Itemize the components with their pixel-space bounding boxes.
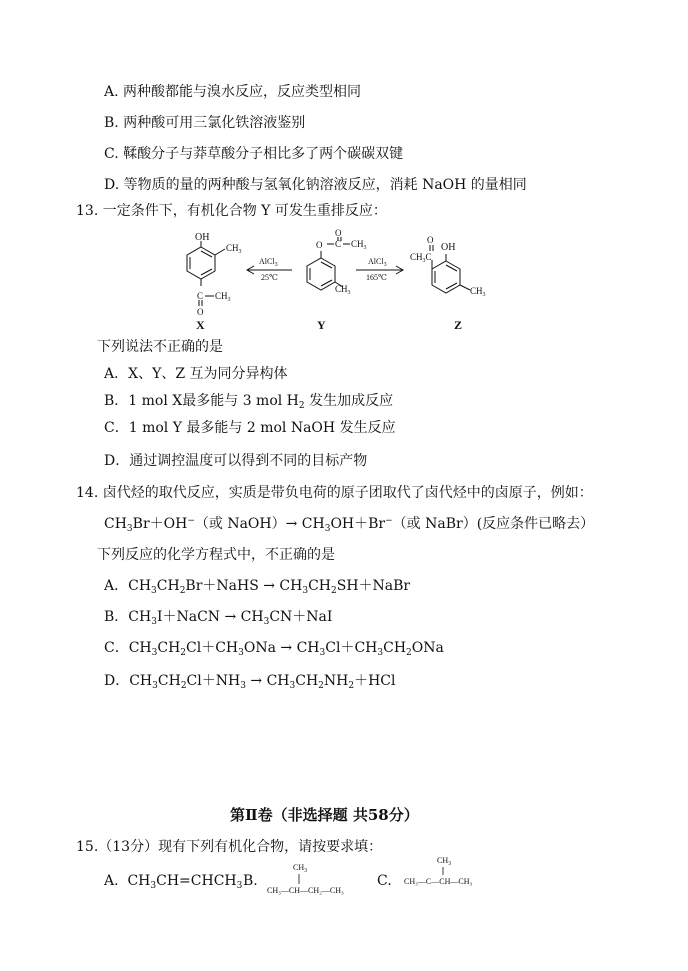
q12-option-b: B. 两种酸可用三氯化铁溶液鉴别: [104, 115, 306, 131]
c-branch-methyl: $CH_3$: [437, 856, 452, 867]
b-branch-methyl: $CH_3$: [293, 863, 308, 874]
section-title: 第Ⅱ卷（非选择题 共58分）: [230, 806, 419, 824]
q15-stem: 15.（13分）现有下列有机化合物，请按要求填：: [76, 839, 383, 855]
x-name: X: [196, 318, 205, 332]
q15-option-a: A. $CH_3CH=CHCH_3$: [104, 873, 243, 891]
x-carbon-label: C: [197, 291, 204, 301]
q14-option-d: D．$CH_3CH_2Cl+NH_3 \to CH_3CH_2NH_2+HCl$: [104, 673, 396, 691]
benzene-ring-z: [432, 261, 460, 293]
y-ring-methyl-label: $CH_3$: [335, 284, 351, 296]
rearrangement-diagram: [0, 228, 688, 338]
q13-option-d: D．通过调控温度可以得到不同的目标产物: [104, 453, 368, 469]
benzene-ring-y: [307, 258, 335, 290]
z-oh-label: OH: [441, 242, 456, 253]
z-carbonyl-o-label: O: [427, 235, 434, 245]
q14-option-c: C．$CH_3CH_2Cl+CH_3ONa \to CH_3Cl+CH_3CH_2ONa$: [104, 640, 444, 658]
q15-option-b-structure: [266, 862, 366, 898]
x-ring-methyl-label: $CH_3$: [226, 243, 242, 255]
q13-option-a: A．X、Y、Z 互为同分异构体: [104, 366, 288, 382]
q14-option-b: B．$CH_3I+NaCN \to CH_3CN+NaI$: [104, 609, 333, 627]
z-acetyl-label: $CH_3C$: [410, 252, 432, 264]
arrow-right-temp: 165℃: [366, 273, 387, 282]
x-oh-label: OH: [195, 232, 210, 243]
q13-prompt: 下列说法不正确的是: [97, 339, 223, 355]
c-main-chain: CH₃—C—CH—CH₃: [404, 877, 473, 886]
z-name: Z: [454, 318, 463, 332]
molecule-y: [307, 237, 350, 290]
q15-option-c-structure: [402, 852, 522, 892]
arrow-right-reagent: AlCl$_3$: [368, 257, 387, 268]
y-carbonyl-o-label: O: [335, 228, 342, 238]
y-methyl-label: $CH_3$: [351, 239, 367, 251]
arrow-left-temp: 25℃: [261, 273, 278, 282]
q12-option-a: A. 两种酸都能与溴水反应，反应类型相同: [104, 84, 362, 100]
q14-stem: 14. 卤代烃的取代反应，实质是带负电荷的原子团取代了卤代烃中的卤原子，例如：: [76, 485, 593, 501]
benzene-ring-x: [187, 247, 215, 279]
z-ring-methyl-label: $CH_3$: [470, 286, 486, 298]
q12-option-d: D. 等物质的量的两种酸与氢氧化钠溶液反应，消耗 NaOH 的量相同: [104, 177, 527, 193]
q13-stem: 13. 一定条件下，有机化合物 Y 可发生重排反应：: [76, 203, 387, 219]
q13-option-b: B．1 mol X最多能与 3 mol $H_2$ 发生加成反应: [104, 393, 394, 411]
y-name: Y: [317, 318, 326, 332]
b-main-chain: CH₃—CH—CH₂—CH₃: [267, 886, 344, 895]
arrow-left-reagent: AlCl$_3$: [259, 257, 278, 268]
q13-option-c: C．1 mol Y 最多能与 2 mol NaOH 发生反应: [104, 420, 396, 436]
q12-option-c: C. 鞣酸分子与莽草酸分子相比多了两个碳碳双键: [104, 146, 404, 162]
q14-example: $CH_3Br+OH^-$（或 NaOH）→ $CH_3OH+Br^-$（或 NaBr）(反应条件已略去）: [104, 516, 595, 534]
q14-option-a: A．$CH_3CH_2Br+NaHS$ → $CH_3CH_2SH+NaBr$: [104, 578, 411, 596]
q15-option-c-label: C.: [377, 873, 392, 889]
x-methyl-label: $CH_3$: [215, 291, 231, 303]
q14-prompt: 下列反应的化学方程式中，不正确的是: [97, 547, 335, 563]
x-carbonyl-o-label: O: [197, 307, 204, 317]
y-ester-o-label: O: [316, 240, 323, 250]
y-carbon-label: C: [335, 239, 342, 249]
q15-option-b-label: B.: [243, 873, 258, 889]
